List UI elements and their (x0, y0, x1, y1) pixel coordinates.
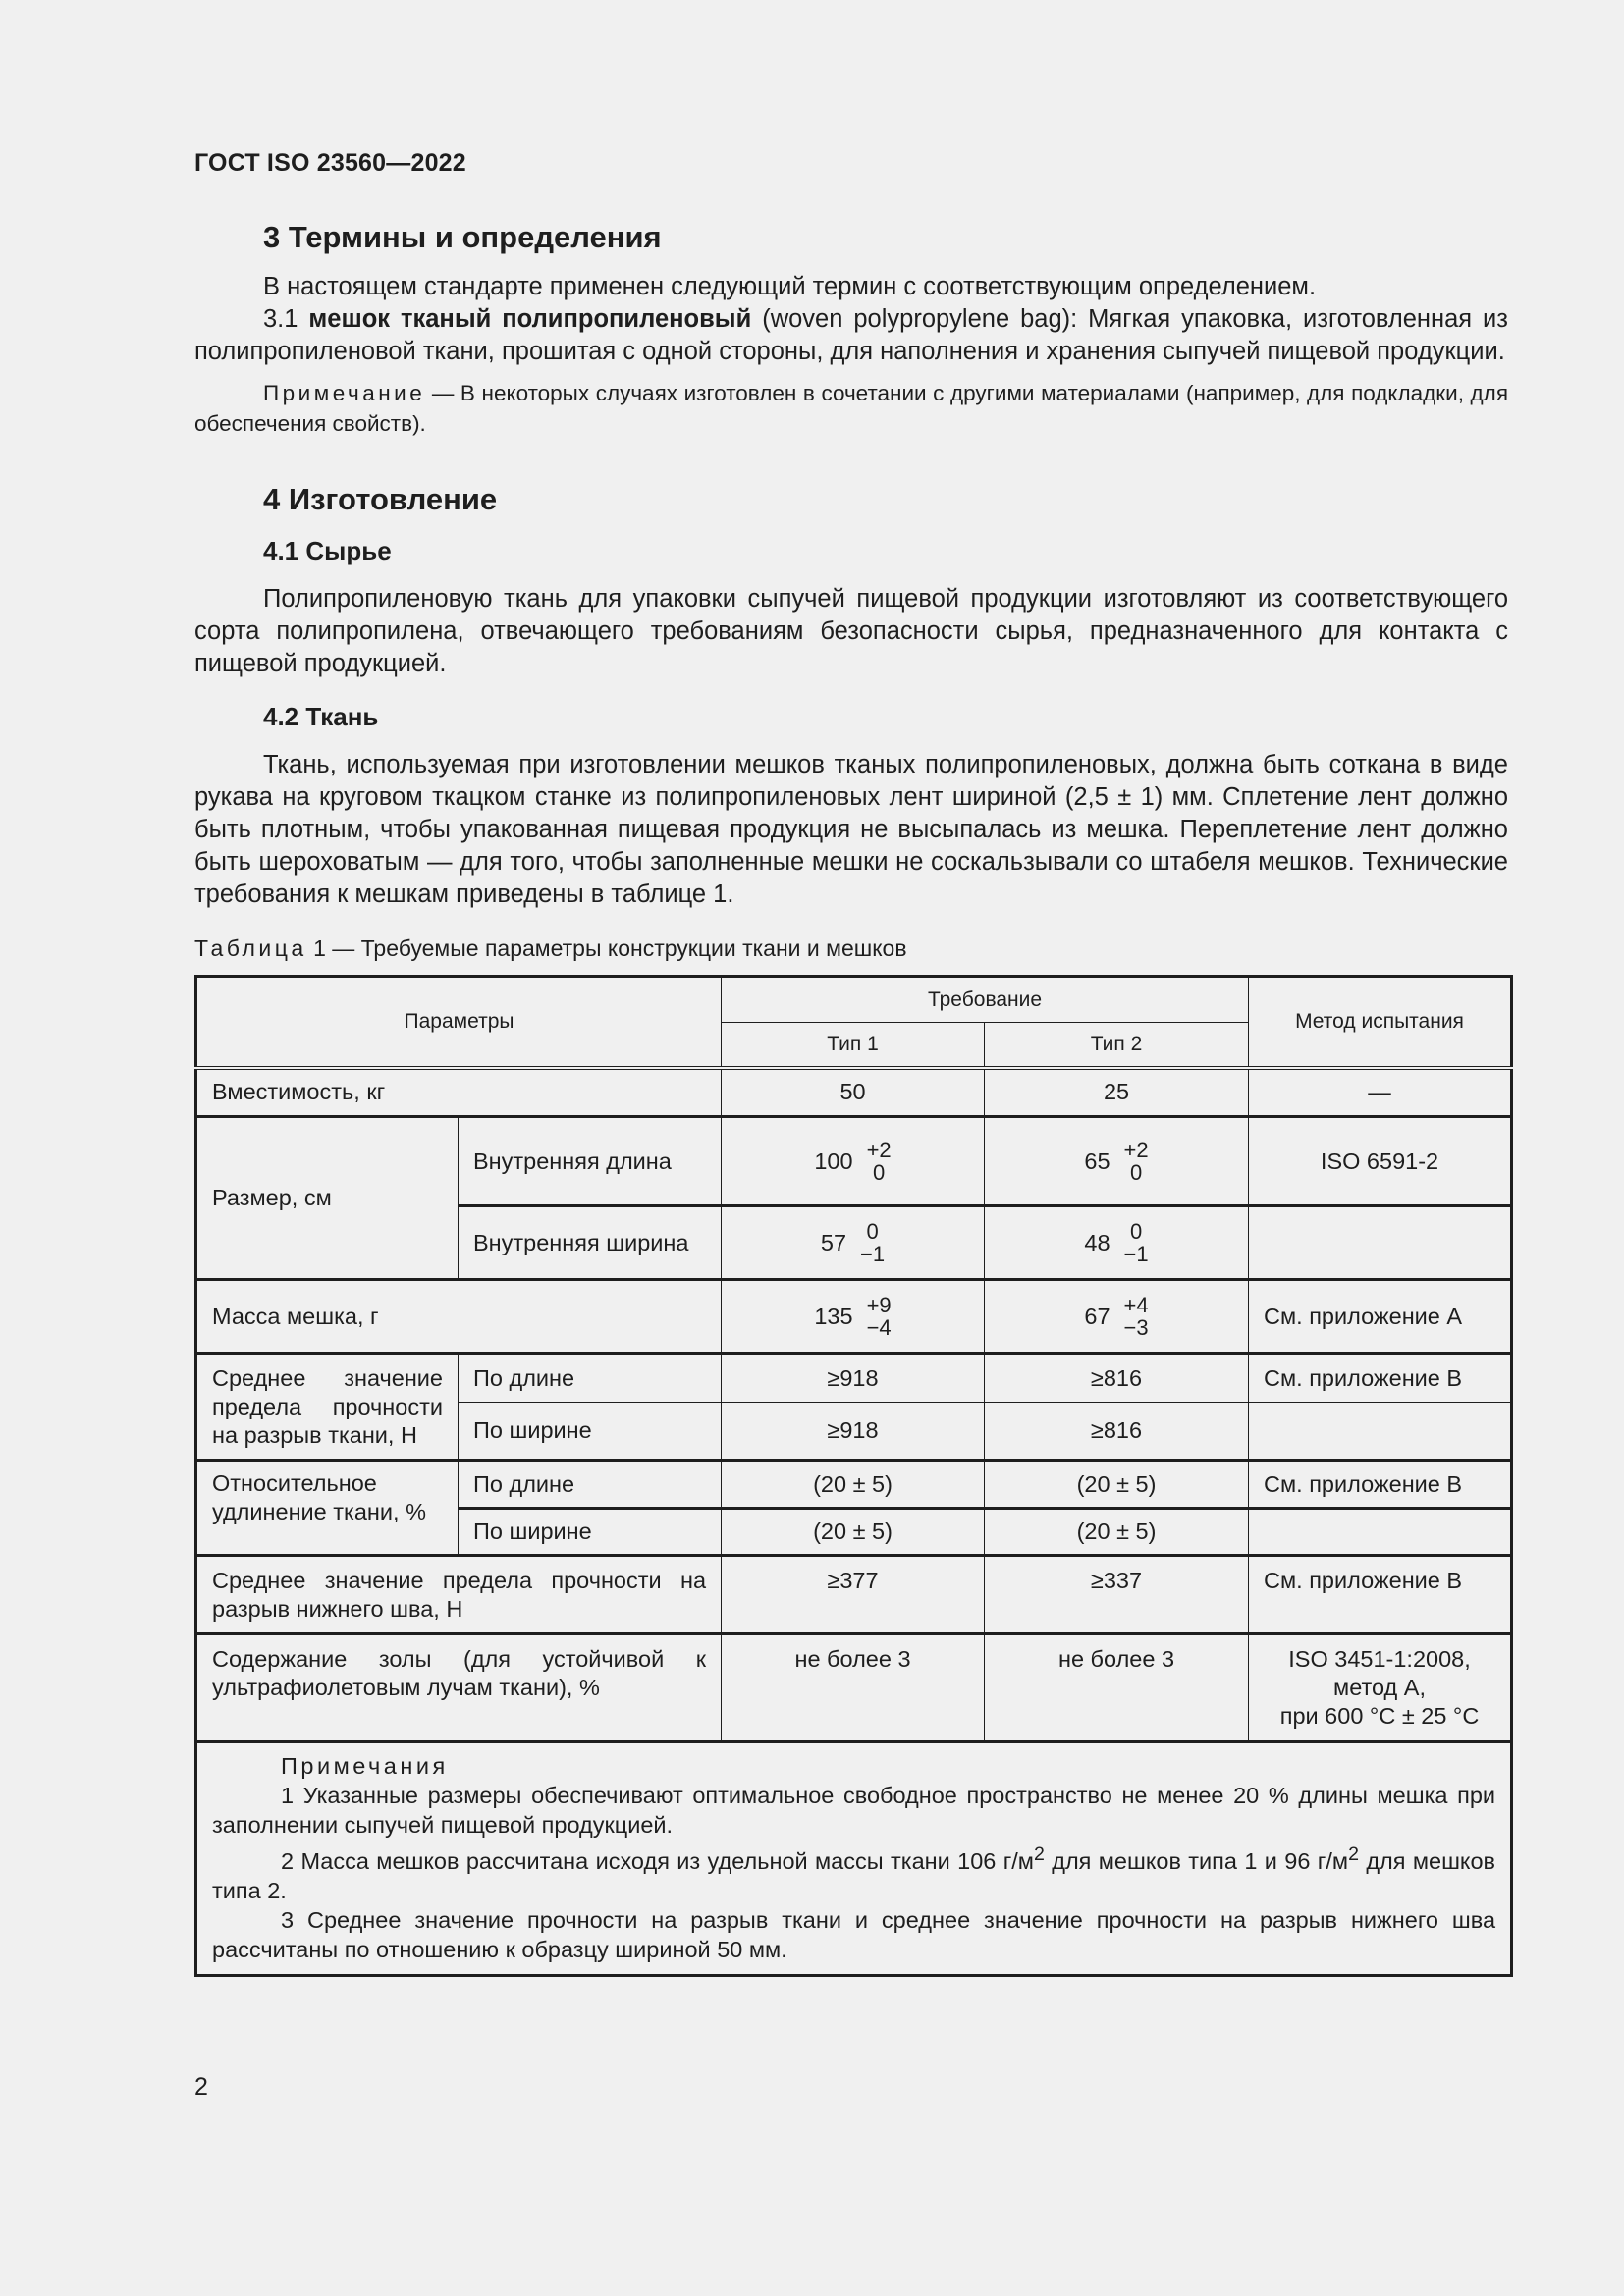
page-content (194, 218, 1508, 1977)
table-row (196, 1117, 1512, 1206)
term-number: 3.1 (263, 305, 309, 333)
ash-method-line-2: метод А, (1333, 1675, 1426, 1700)
tolerance-lower: −1 (1123, 1242, 1149, 1266)
elongation-length-type-1: (20 ± 5) (722, 1461, 985, 1509)
seam-type-2: ≥337 (985, 1556, 1249, 1634)
strength-label-line-2: предела прочности (212, 1393, 443, 1419)
table-row (196, 1354, 1512, 1403)
note-2-part-a: 2 Масса мешков рассчитана исходя из удельной массы ткани 106 г/м (281, 1847, 1034, 1874)
size-width-method (1249, 1206, 1512, 1280)
elongation-width-label: По ширине (459, 1509, 722, 1556)
header-type-1: Тип 1 (722, 1023, 985, 1068)
term-text: (woven polypropylene bag): Мягкая упаковка, изготовленная из полипропиленовой ткани, прошитая с одной стороны, для наполнения и хранения сыпучей пищевой продукции. (194, 305, 1508, 365)
capacity-type-1: 50 (722, 1068, 985, 1117)
size-width-label: Внутренняя ширина (459, 1206, 722, 1280)
strength-label (196, 1354, 459, 1461)
table-row (196, 1461, 1512, 1509)
section-3-title: 3 Термины и определения (263, 220, 662, 254)
strength-label-line-1: Среднее значение (212, 1364, 443, 1391)
term-name: мешок тканый полипропиленовый (308, 305, 752, 333)
section-3-note (194, 378, 1508, 439)
note-label: Примечание (263, 381, 426, 405)
strength-width-label: По ширине (459, 1403, 722, 1461)
section-4-1-text: Полипропиленовую ткань для упаковки сыпучей пищевой продукции изготовляют из соответствующего сорта полипропилена, отвечающего требованиям безопасности сырья, предназначенного для контакта с пищевой продукцией. (194, 585, 1508, 677)
size-length-label: Внутренняя длина (459, 1117, 722, 1206)
size-length-type-1-value: 100 (814, 1148, 853, 1174)
size-width-type-1 (722, 1206, 985, 1280)
ash-type-1: не более 3 (722, 1634, 985, 1742)
table-caption (194, 934, 1508, 963)
strength-length-type-1: ≥918 (722, 1354, 985, 1403)
superscript: 2 (1033, 1843, 1045, 1865)
table-caption-text: 1 — Требуемые параметры конструкции ткани и мешков (306, 935, 907, 961)
table-notes (196, 1742, 1512, 1976)
section-4-title: 4 Изготовление (263, 482, 498, 516)
capacity-method: — (1249, 1068, 1512, 1117)
tolerance-lower: 0 (873, 1160, 886, 1185)
header-requirement: Требование (722, 977, 1249, 1023)
note-1: 1 Указанные размеры обеспечивают оптимальное свободное пространство не менее 20 % длины мешка при заполнении сыпучей пищевой продукцией. (212, 1783, 1496, 1838)
mass-type-2 (985, 1280, 1249, 1354)
tolerance-lower: 0 (1129, 1160, 1143, 1185)
note-text: — В некоторых случаях изготовлен в сочетании с другими материалами (например, для подкладки, для обеспечения свойств). (194, 381, 1508, 436)
table-row (196, 1280, 1512, 1354)
requirements-table (194, 975, 1513, 1977)
size-length-type-2-value: 65 (1084, 1148, 1110, 1174)
mass-type-1 (722, 1280, 985, 1354)
section-3-intro: В настоящем стандарте применен следующий термин с соответствующим определением. (263, 273, 1317, 300)
size-width-type-2 (985, 1206, 1249, 1280)
seam-method: См. приложение В (1249, 1556, 1512, 1634)
mass-type-2-value: 67 (1084, 1303, 1110, 1329)
ash-type-2: не более 3 (985, 1634, 1249, 1742)
elongation-width-type-2: (20 ± 5) (985, 1509, 1249, 1556)
elongation-method: См. приложение В (1249, 1461, 1512, 1509)
mass-type-1-value: 135 (814, 1303, 853, 1329)
elongation-label-text: Относительное удлинение ткани, % (212, 1470, 426, 1524)
size-width-type-2-value: 48 (1084, 1229, 1110, 1255)
elongation-length-label: По длине (459, 1461, 722, 1509)
note-2 (212, 1840, 1495, 1905)
table-row (196, 1556, 1512, 1634)
strength-label-line-3: на разрыв ткани, Н (212, 1421, 417, 1448)
table-notes-row (196, 1742, 1512, 1976)
note-2-part-b: для мешков типа 1 и 96 г/м (1044, 1847, 1349, 1874)
tolerance-lower: −4 (866, 1315, 892, 1340)
mass-label: Масса мешка, г (196, 1280, 722, 1354)
strength-width-type-1: ≥918 (722, 1403, 985, 1461)
table-caption-label: Таблица (194, 935, 307, 961)
note-2-part-c: для мешков типа 2. (212, 1847, 1496, 1903)
size-length-method: ISO 6591-2 (1249, 1117, 1512, 1206)
size-length-type-1 (722, 1117, 985, 1206)
notes-title: Примечания (281, 1753, 449, 1779)
header-type-2: Тип 2 (985, 1023, 1249, 1068)
size-label: Размер, см (196, 1117, 459, 1280)
tolerance-upper: +2 (1123, 1138, 1149, 1162)
table-row (196, 1634, 1512, 1742)
ash-label: Содержание золы (для устойчивой к ультрафиолетовым лучам ткани), % (196, 1634, 722, 1742)
elongation-width-method (1249, 1509, 1512, 1556)
tolerance-upper: 0 (866, 1219, 879, 1244)
document-header: ГОСТ ISO 23560—2022 (194, 149, 466, 177)
superscript: 2 (1348, 1843, 1359, 1865)
tolerance-upper: +9 (866, 1293, 892, 1317)
ash-method-line-3: при 600 °С ± 25 °С (1279, 1703, 1480, 1729)
tolerance-upper: +2 (866, 1138, 892, 1162)
section-4-2-title: 4.2 Ткань (263, 702, 379, 731)
size-length-type-2 (985, 1117, 1249, 1206)
capacity-label: Вместимость, кг (196, 1068, 722, 1117)
strength-method: См. приложение В (1249, 1354, 1512, 1403)
header-params: Параметры (196, 977, 722, 1068)
ash-method (1249, 1634, 1512, 1742)
mass-method: См. приложение А (1249, 1280, 1512, 1354)
tolerance-upper: +4 (1123, 1293, 1149, 1317)
ash-method-line-1: ISO 3451-1:2008, (1288, 1646, 1471, 1672)
size-width-type-1-value: 57 (820, 1229, 847, 1255)
elongation-label (196, 1461, 459, 1556)
strength-length-type-2: ≥816 (985, 1354, 1249, 1403)
capacity-type-2: 25 (985, 1068, 1249, 1117)
header-method: Метод испытания (1249, 977, 1512, 1068)
tolerance-lower: −3 (1123, 1315, 1149, 1340)
note-3: 3 Среднее значение прочности на разрыв ткани и среднее значение прочности на разрыв нижнего шва рассчитаны по отношению к образцу шириной 50 мм. (212, 1906, 1496, 1962)
tolerance-upper: 0 (1129, 1219, 1143, 1244)
table-row (196, 1068, 1512, 1117)
seam-type-1: ≥377 (722, 1556, 985, 1634)
strength-width-type-2: ≥816 (985, 1403, 1249, 1461)
tolerance-lower: −1 (860, 1242, 886, 1266)
section-4-2-text: Ткань, используемая при изготовлении мешков тканых полипропиленовых, должна быть соткана в виде рукава на круговом ткацком станке из полипропиленовых лент шириной (2,5 ± 1) мм. Сплетение лент должно быть плотным, чтобы упакованная пищевая продукция не высыпалась из мешка. Переплетение лент должно быть шероховатым — для того, чтобы заполненные мешки не соскальзывали со штабеля мешков. Технические требования к мешкам приведены в таблице 1. (194, 751, 1508, 908)
elongation-length-type-2: (20 ± 5) (985, 1461, 1249, 1509)
strength-width-method (1249, 1403, 1512, 1461)
term-definition (194, 303, 1508, 368)
page-number: 2 (194, 2073, 208, 2101)
strength-length-label: По длине (459, 1354, 722, 1403)
section-4-1-title: 4.1 Сырье (263, 536, 392, 565)
elongation-width-type-1: (20 ± 5) (722, 1509, 985, 1556)
seam-label: Среднее значение предела прочности на разрыв нижнего шва, Н (196, 1556, 722, 1634)
